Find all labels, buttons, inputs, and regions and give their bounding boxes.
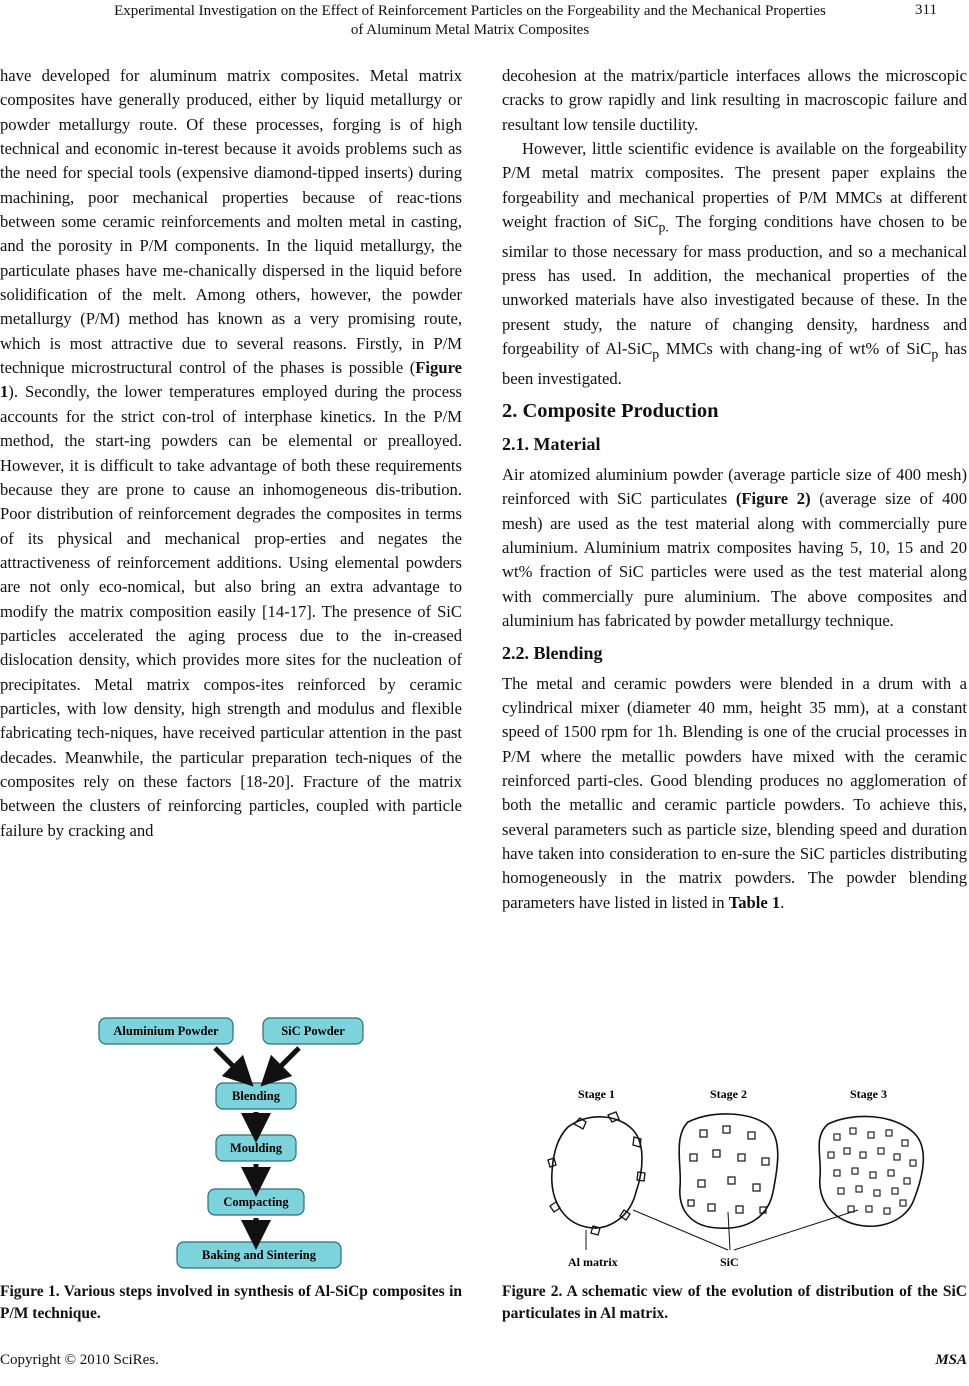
- flow-label: Aluminium Powder: [113, 1024, 219, 1038]
- subscript: p.: [658, 219, 669, 235]
- subsection-heading-blending: 2.2. Blending: [502, 642, 603, 663]
- stage-1-particle: [548, 1112, 645, 1235]
- text-run: have developed for aluminum matrix composites. Metal matrix composites have generally produced, either by liquid metallurgy or powder metallurgy route. Of these processes, forging is of high technical and economic in-terest because it avoids problems such as the need for special tools (expensive diamond-tipped inserts) during machining, poor mechanical properties because of reac-tions between some ceramic reinforcements and molten metal in casting, and the porosity in P/M components. In the liquid metallurgy, the particulate phases have me-chanically dispersed in the liquid before solidification of the melt. Among others, however, the powder metallurgy (P/M) method has known as a very promising route, which is most attractive due to several reasons. Firstly, in P/M technique microstructural control of the phases is possible (: [0, 66, 462, 378]
- flow-box-sic-powder: [263, 1018, 363, 1044]
- sic-label: SiC: [720, 1255, 739, 1269]
- section-heading: 2. Composite Production: [502, 400, 719, 423]
- flow-box-compacting: [208, 1189, 304, 1215]
- arrow-icon: [215, 1048, 243, 1076]
- subscript: p: [931, 346, 939, 362]
- flow-label: Baking and Sintering: [202, 1248, 316, 1262]
- subsection-heading-material: 2.1. Material: [502, 434, 601, 455]
- left-paragraph: [0, 64, 462, 843]
- flow-box-aluminium-powder: [99, 1018, 233, 1044]
- stage-label: Stage 2: [710, 1087, 747, 1101]
- text-run: MMCs with chang-ing of wt% of SiC: [659, 339, 932, 359]
- table-reference: Table 1: [728, 892, 781, 912]
- flow-box-baking-sintering: [177, 1242, 341, 1268]
- right-paragraph-2: [502, 137, 967, 391]
- running-title-line1: Experimental Investigation on the Effect of Reinforcement Particles on the Forgeability and the Mechanical Properties: [114, 3, 826, 19]
- text-run: has been investigated.: [502, 339, 967, 388]
- left-column: [0, 64, 462, 843]
- running-title-line2: of Aluminum Metal Matrix Composites: [350, 22, 590, 38]
- page-header: [0, 0, 969, 44]
- flow-label: Moulding: [229, 1141, 283, 1155]
- figure-2-caption: Figure 2. A schematic view of the evolution of distribution of the SiC particulates in Al matrix.: [502, 1283, 967, 1322]
- flow-box-blending: [216, 1083, 296, 1109]
- stage-2-particle: [679, 1114, 778, 1228]
- text-run: The forging conditions have chosen to be similar to those necessary for mass production, and so a mechanical press has used. In addition, the mechanical properties of the unworked materials have also investigated because of these. In the present study, the nature of changing density, hardness and forgeability of Al-SiC: [502, 212, 967, 359]
- stage-label: Stage 3: [850, 1087, 887, 1101]
- text-run: (average size of 400 mesh) are used as the test material along with commercially pure aluminium. Aluminium matrix composites having 5, 10, 15 and 20 wt% fraction of SiC particles were used as the test material along with commercially pure aluminium. The above composites and aluminium has fabricated by powder metallurgy technique.: [502, 489, 967, 631]
- figure-1-caption: Figure 1. Various steps involved in synthesis of Al-SiCp composites in P/M technique.: [0, 1283, 462, 1322]
- subscript: p: [652, 346, 660, 362]
- text-run: However, little scientific evidence is available on the forgeability P/M metal matrix composites. The present paper explains the forgeability and mechanical properties of P/M MMCs at different weight fraction of SiC: [502, 139, 967, 232]
- copyright-notice: Copyright © 2010 SciRes.: [0, 1352, 159, 1368]
- figure-1-flowchart: [95, 1012, 375, 1274]
- text-run: ). Secondly, the lower temperatures employed during the process accounts for the strict con-trol of interphase kinetics. In the P/M method, the start-ing powders can be elemental or prealloyed. However, it is difficult to take advantage of both these requirements because they are prone to cause an inhomogeneous dis-tribution. Poor distribution of reinforcement degrades the composites in terms of its physical and mechanical prop-erties and negates the attractiveness of reinforcement additions. Using elemental powders are not only eco-nomical, but also bring an extra advantage to modify the matrix composition easily [14-17]. The presence of SiC particles accelerated the aging process due to the in-creased dislocation density, which provides more sites for the nucleation of precipitates. Metal matrix compos-ites reinforced by ceramic particles, with low density, high strength and modulus and flexible fabricating tech-niques, have received particular attention in the past decades. Meanwhile, the particular preparation tech-niques of the composites rely on these factors [18-20]. Fracture of the matrix between the clusters of reinforcing particles, coupled with particle failure by cracking and: [0, 382, 462, 840]
- figure-2-schematic: [538, 1082, 938, 1278]
- blending-paragraph: [502, 672, 967, 915]
- figure-reference: Figure 1: [0, 358, 462, 402]
- text-run: The metal and ceramic powders were blended in a drum with a cylindrical mixer (diameter 40 mm, height 35 mm), at a constant speed of 1500 rpm for 1h. Blending is one of the crucial processes in P/M where the metallic powders have mixed with the ceramic reinforced parti-cles. Good blending produces no agglomeration of both the metallic and ceramic particle powders. To achieve this, several parameters such as particle size, blending speed and duration have taken into consideration to en-sure the SiC particles distributing homogeneously in the matrix powders. The powder blending parameters have listed in listed in: [502, 673, 967, 912]
- stage-label: Stage 1: [578, 1087, 615, 1101]
- flow-label: SiC Powder: [281, 1024, 345, 1038]
- running-title: [40, 2, 900, 40]
- al-matrix-label: Al matrix: [568, 1255, 618, 1269]
- stage-3-particle: [819, 1116, 923, 1226]
- flow-box-moulding: [216, 1135, 296, 1161]
- flow-label: Compacting: [223, 1195, 289, 1209]
- page-number: 311: [915, 2, 937, 18]
- right-paragraph-1: decohesion at the matrix/particle interfaces allows the microscopic cracks to grow rapidly and link resulting in macroscopic failure and resultant low tensile ductility.: [502, 66, 967, 134]
- arrow-icon: [271, 1048, 299, 1076]
- text-run: .: [780, 892, 785, 912]
- flow-label: Blending: [232, 1089, 280, 1103]
- leader-lines: [586, 1210, 858, 1250]
- text-run: Air atomized aluminium powder (average particle size of 400 mesh) reinforced with SiC particulates: [502, 465, 967, 509]
- material-paragraph: [502, 463, 967, 633]
- figure-reference: (Figure 2): [735, 489, 811, 509]
- right-column: [502, 64, 967, 915]
- journal-abbrev: MSA: [935, 1352, 967, 1368]
